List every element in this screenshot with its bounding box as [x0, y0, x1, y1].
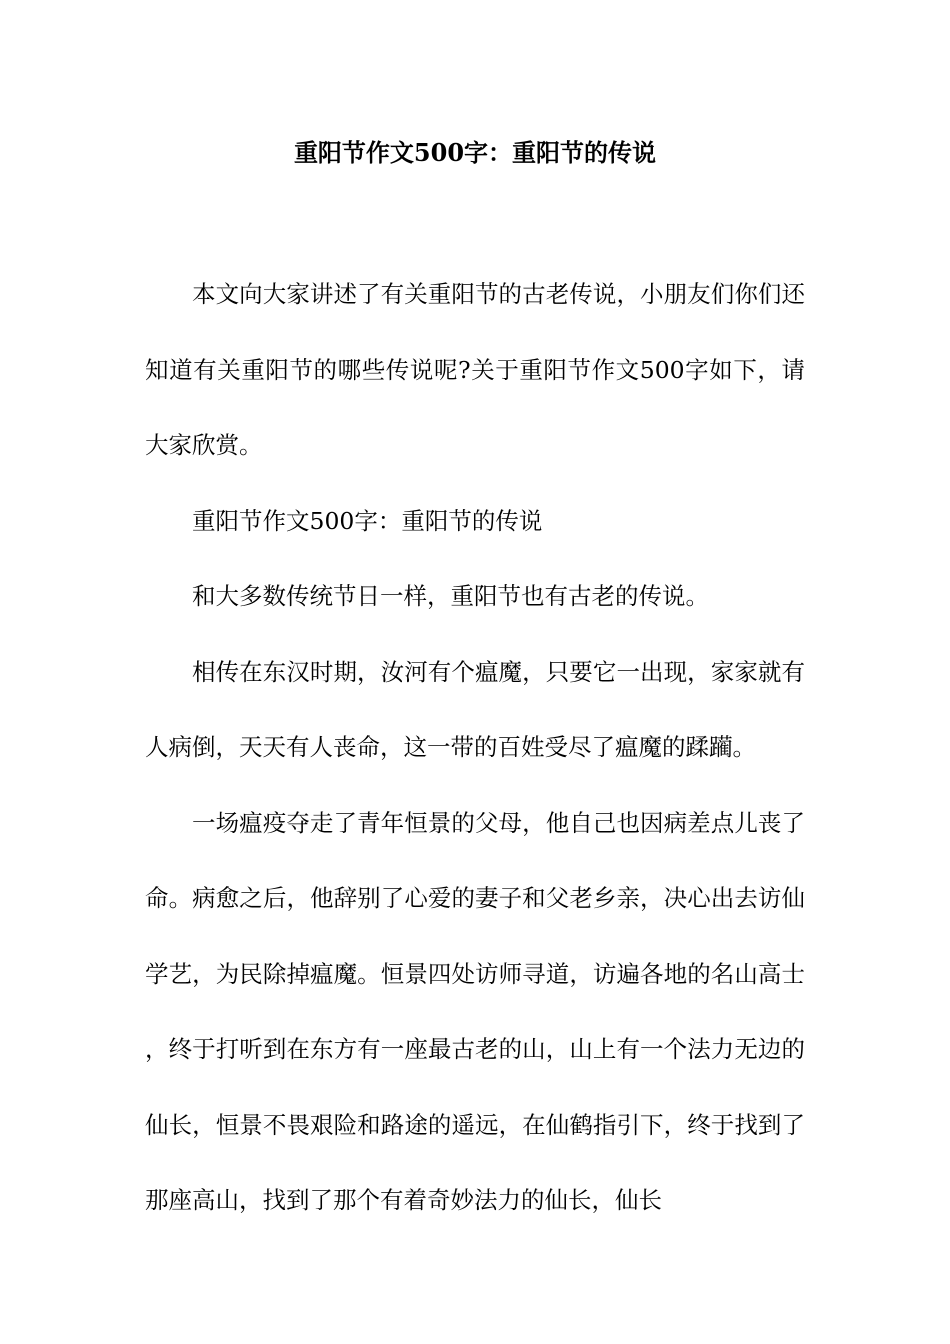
paragraph-plague: 相传在东汉时期，汝河有个瘟魔，只要它一出现，家家就有人病倒，天天有人丧命，这一带的百姓受尽了瘟魔的蹂躏。: [145, 657, 805, 761]
document-title: 重阳节作文500字：重阳节的传说: [293, 138, 657, 167]
paragraph-hengjing: 一场瘟疫夺走了青年恒景的父母，他自己也因病差点儿丧了命。病愈之后，他辞别了心爱的妻子和父老乡亲，决心出去访仙学艺，为民除掉瘟魔。恒景四处访师寻道，访遍各地的名山高士，终于打听到在东方有一座最古老的山，山上有一个法力无边的仙长，恒景不畏艰险和路途的遥远，在仙鹤指引下，终于找到了那座高山，找到了那个有着奇妙法力的仙长，仙长: [145, 808, 805, 1214]
document-body: [145, 257, 805, 1239]
paragraph-intro: 本文向大家讲述了有关重阳节的古老传说，小朋友们你们还知道有关重阳节的哪些传说呢?关于重阳节作文500字如下，请大家欣赏。: [145, 280, 805, 459]
paragraph-subtitle: 重阳节作文500字：重阳节的传说: [192, 506, 543, 535]
paragraph-tradition: 和大多数传统节日一样，重阳节也有古老的传说。: [192, 582, 709, 610]
